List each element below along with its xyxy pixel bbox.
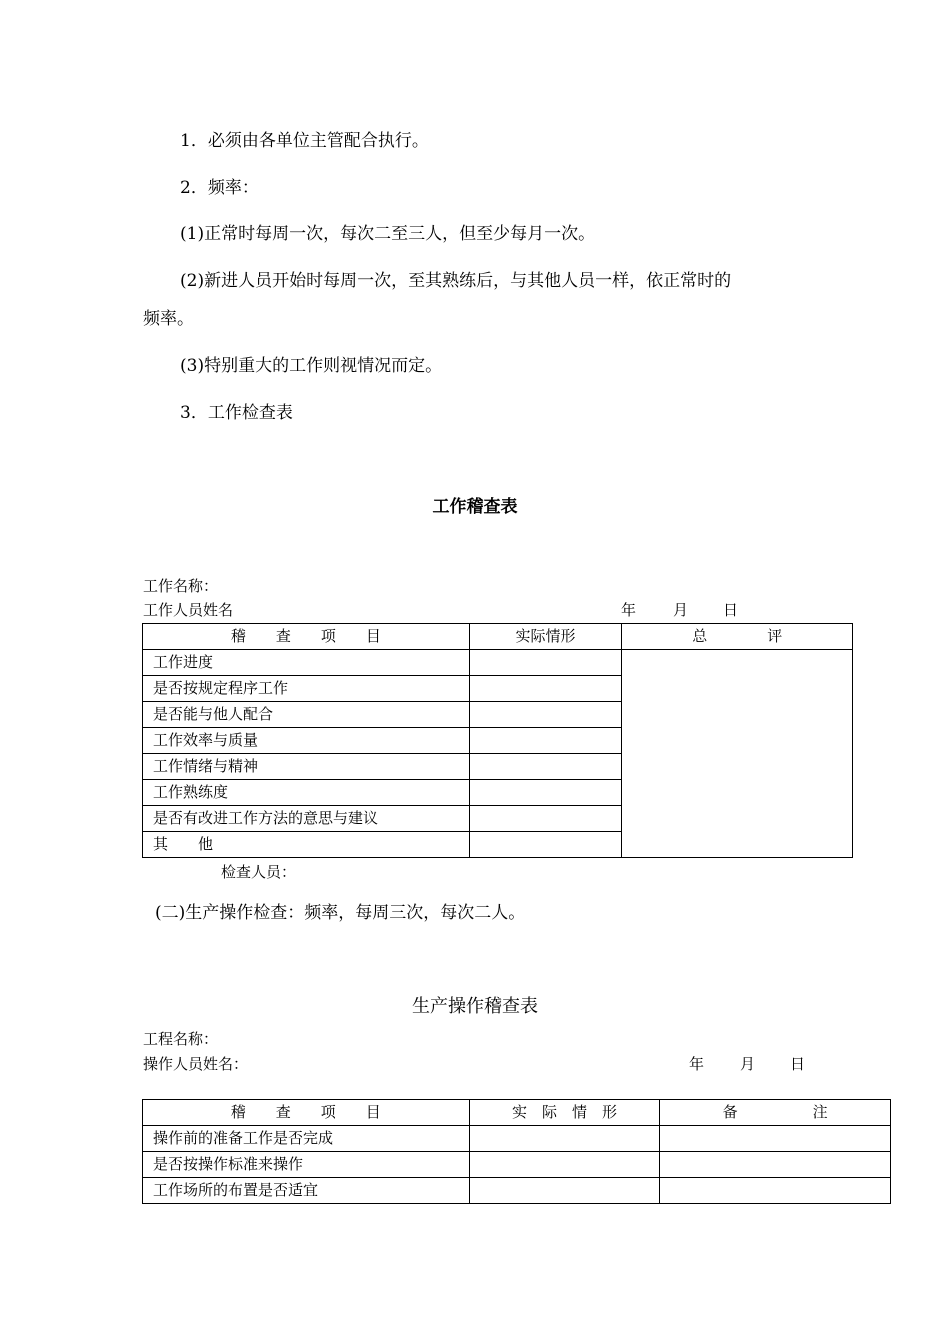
table-row bbox=[143, 1126, 891, 1152]
section2-heading: (二)生产操作检查：频率，每周三次，每次二人。 bbox=[155, 903, 526, 923]
row-label: 操作前的准备工作是否完成 bbox=[143, 1126, 470, 1152]
actual-cell[interactable] bbox=[469, 1152, 660, 1178]
actual-cell[interactable] bbox=[469, 754, 622, 780]
intro-item-1: 1．必须由各单位主管配合执行。 bbox=[180, 131, 429, 151]
date-year: 年 bbox=[621, 601, 637, 619]
header-overall: 总 评 bbox=[622, 624, 853, 650]
table-header-row bbox=[143, 624, 853, 650]
work-audit-table bbox=[142, 623, 853, 858]
date-day: 日 bbox=[723, 601, 739, 619]
intro-item-6: 3．工作检查表 bbox=[180, 403, 293, 423]
remarks-cell[interactable] bbox=[660, 1126, 891, 1152]
table2-title: 生产操作稽查表 bbox=[412, 996, 538, 1017]
intro-item-4b: 频率。 bbox=[143, 309, 194, 329]
header-audit-item: 稽 查 项 目 bbox=[143, 1100, 470, 1126]
date-month: 月 bbox=[673, 601, 689, 619]
intro-item-5: (3)特别重大的工作则视情况而定。 bbox=[180, 356, 443, 376]
overall-review-cell[interactable] bbox=[622, 650, 853, 858]
remarks-cell[interactable] bbox=[660, 1152, 891, 1178]
header-actual: 实际情形 bbox=[469, 624, 622, 650]
operator-name-label: 操作人员姓名： bbox=[143, 1055, 249, 1073]
row-label: 工作情绪与精神 bbox=[143, 754, 470, 780]
date-year-2: 年 bbox=[689, 1055, 705, 1073]
row-label: 是否有改进工作方法的意思与建议 bbox=[143, 806, 470, 832]
intro-item-4a: (2)新进人员开始时每周一次，至其熟练后，与其他人员一样，依正常时的 bbox=[180, 271, 732, 291]
actual-cell[interactable] bbox=[469, 1126, 660, 1152]
actual-cell[interactable] bbox=[469, 832, 622, 858]
row-label: 工作进度 bbox=[143, 650, 470, 676]
actual-cell[interactable] bbox=[469, 806, 622, 832]
actual-cell[interactable] bbox=[469, 780, 622, 806]
project-name-label: 工程名称： bbox=[143, 1030, 219, 1048]
table-row bbox=[143, 1152, 891, 1178]
worker-name-label: 工作人员姓名 bbox=[143, 601, 234, 619]
remarks-cell[interactable] bbox=[660, 1178, 891, 1204]
header-audit-item: 稽 查 项 目 bbox=[143, 624, 470, 650]
actual-cell[interactable] bbox=[469, 650, 622, 676]
actual-cell[interactable] bbox=[469, 702, 622, 728]
row-label: 工作效率与质量 bbox=[143, 728, 470, 754]
intro-item-2: 2．频率： bbox=[180, 178, 259, 198]
table1-title: 工作稽查表 bbox=[432, 497, 518, 517]
table-row bbox=[143, 1178, 891, 1204]
date-month-2: 月 bbox=[740, 1055, 756, 1073]
table-row bbox=[143, 650, 853, 676]
production-audit-table bbox=[142, 1099, 891, 1204]
row-label: 是否能与他人配合 bbox=[143, 702, 470, 728]
header-actual: 实 际 情 形 bbox=[469, 1100, 660, 1126]
table-header-row bbox=[143, 1100, 891, 1126]
actual-cell[interactable] bbox=[469, 676, 622, 702]
row-label: 是否按操作标准来操作 bbox=[143, 1152, 470, 1178]
work-name-label: 工作名称： bbox=[143, 577, 219, 595]
row-label: 工作熟练度 bbox=[143, 780, 470, 806]
date-day-2: 日 bbox=[790, 1055, 806, 1073]
actual-cell[interactable] bbox=[469, 728, 622, 754]
inspector-label: 检查人员： bbox=[221, 863, 297, 881]
header-remarks: 备 注 bbox=[660, 1100, 891, 1126]
intro-item-3: (1)正常时每周一次，每次二至三人，但至少每月一次。 bbox=[180, 224, 596, 244]
row-label: 是否按规定程序工作 bbox=[143, 676, 470, 702]
row-label: 其 他 bbox=[143, 832, 470, 858]
actual-cell[interactable] bbox=[469, 1178, 660, 1204]
row-label: 工作场所的布置是否适宜 bbox=[143, 1178, 470, 1204]
